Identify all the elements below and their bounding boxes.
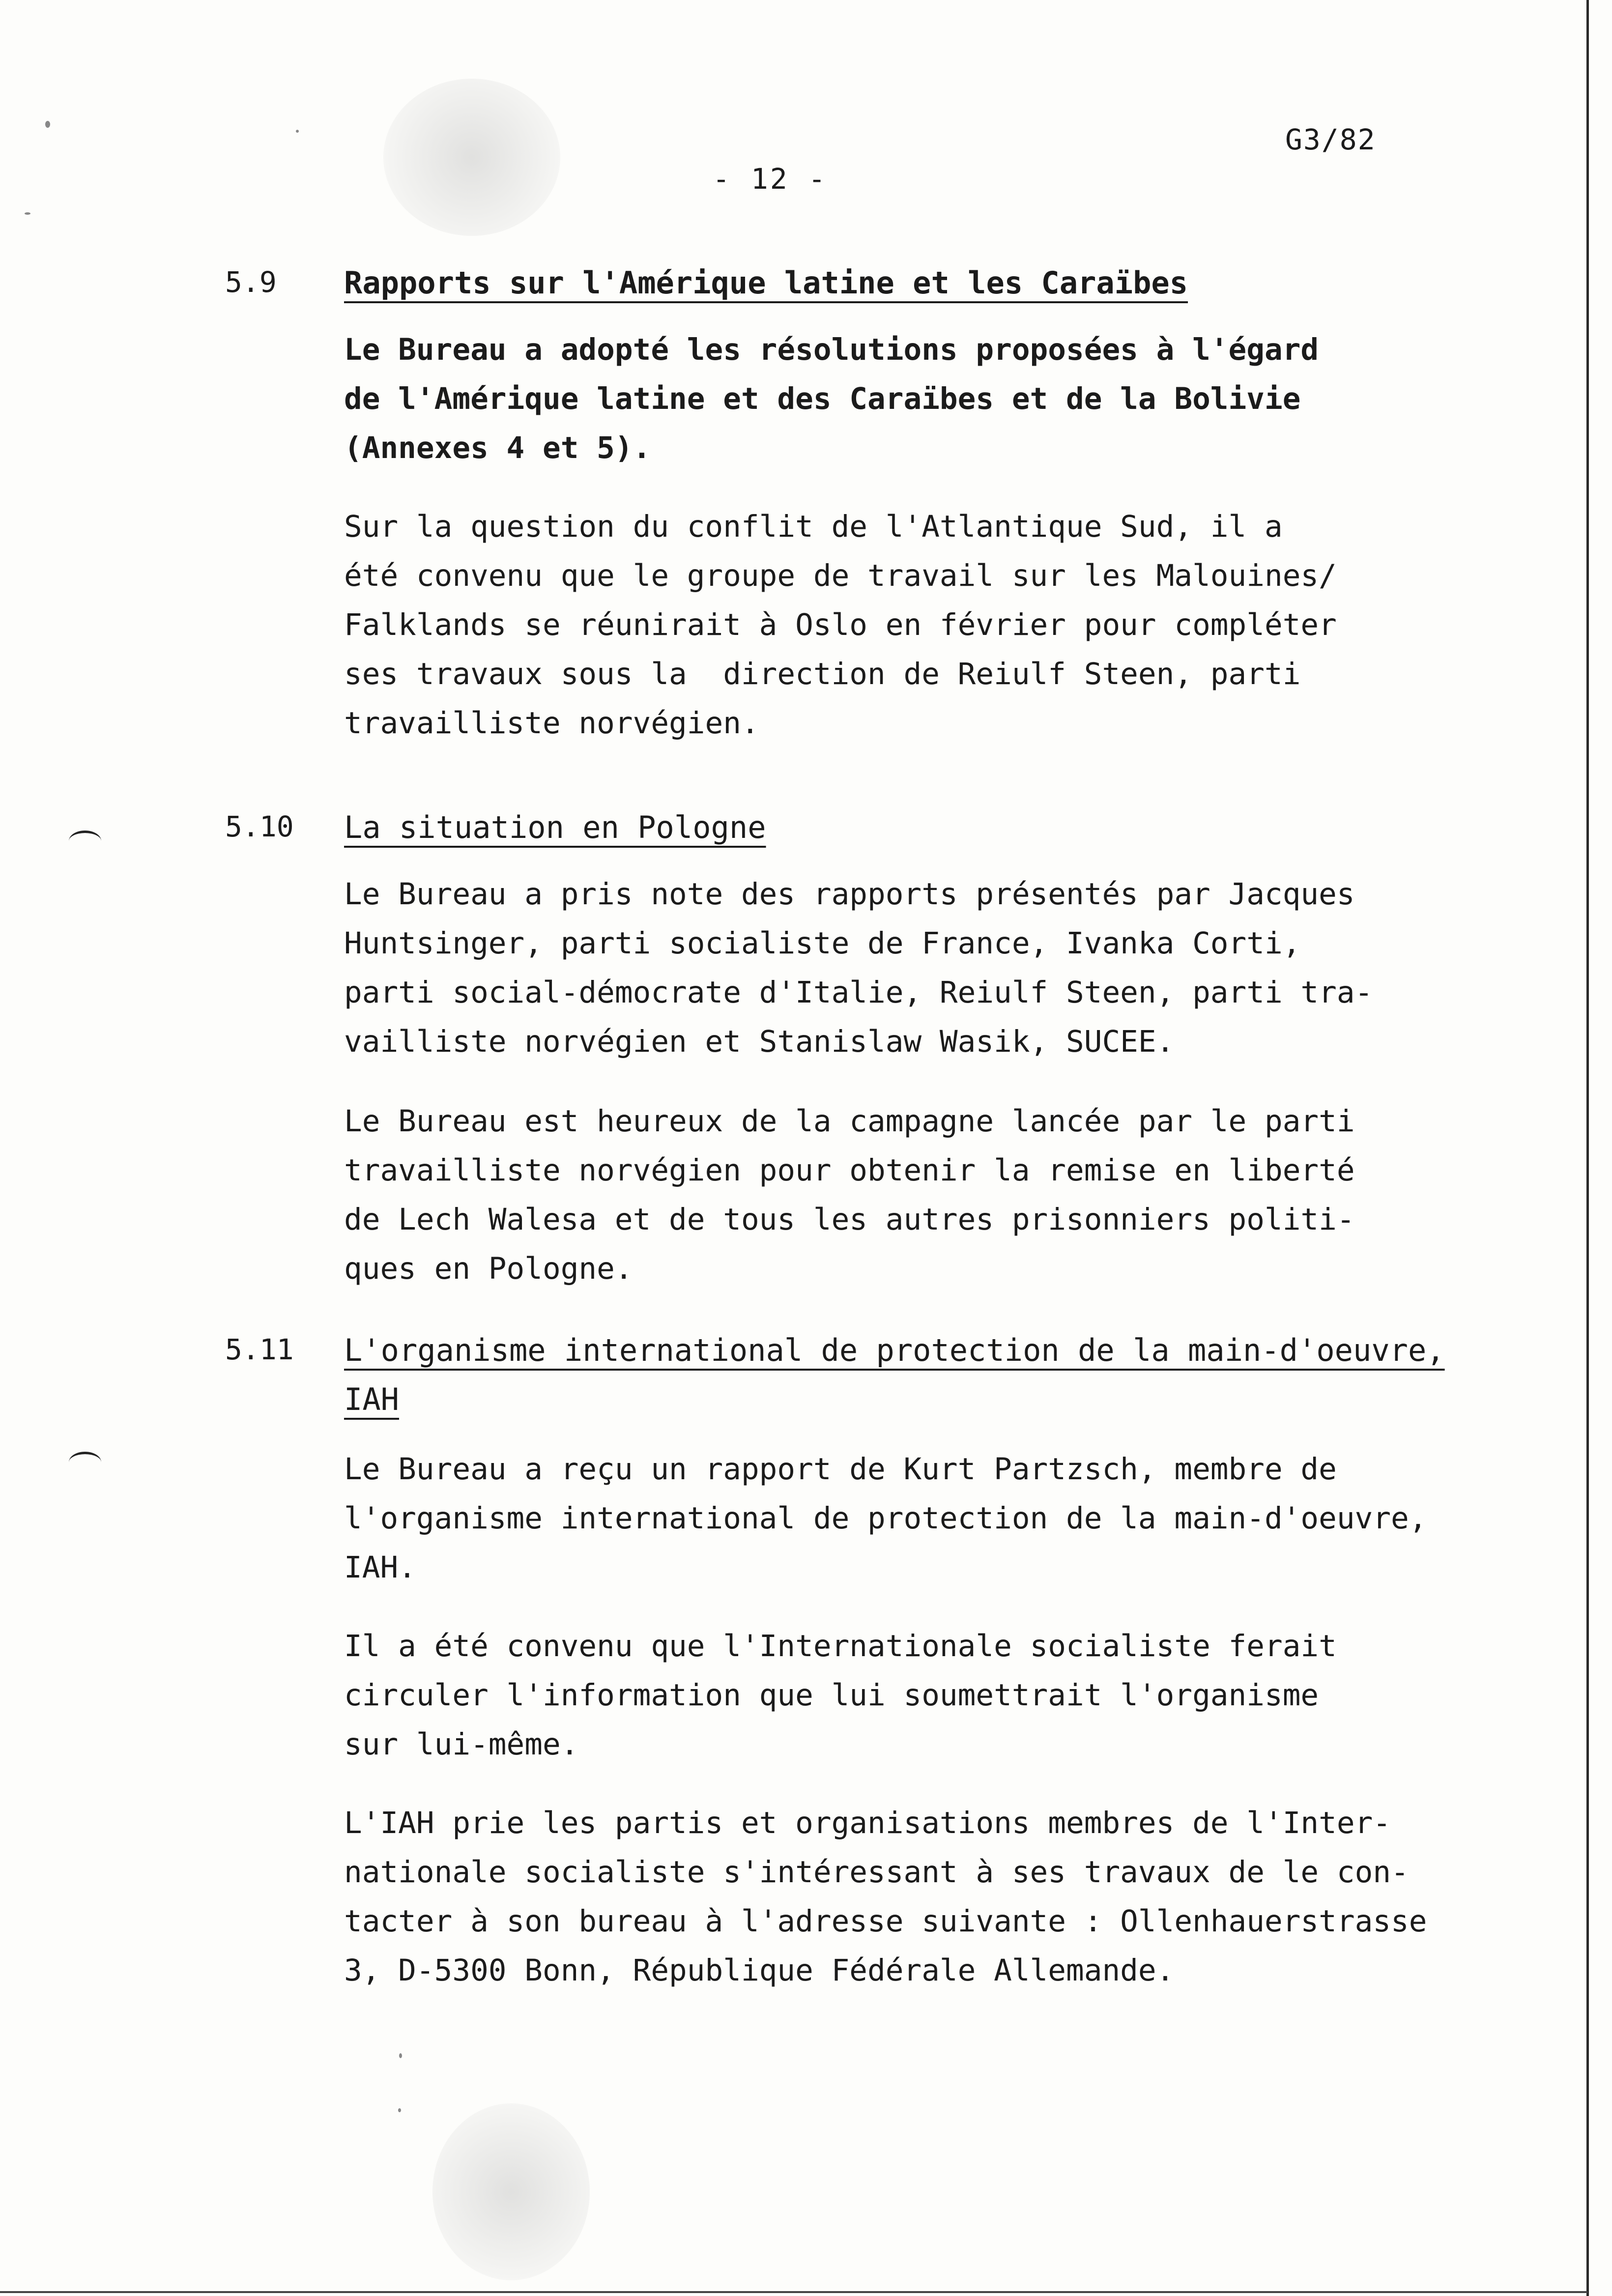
- section-number: 5.11: [225, 1333, 294, 1366]
- scan-speck: [399, 2053, 402, 2058]
- section-heading: Rapports sur l'Amérique latine et les Caraïbes: [344, 265, 1188, 301]
- paragraph: Le Bureau a reçu un rapport de Kurt Partzsch, membre de l'organisme international de protection de la main-d'oeuvre, IAH.: [344, 1452, 1427, 1585]
- section-heading: L'organisme international de protection de la main-d'oeuvre, IAH: [344, 1332, 1445, 1417]
- page-bottom-rule: [0, 2291, 1587, 2293]
- scan-speck: [296, 130, 299, 133]
- section-number: 5.10: [225, 810, 294, 843]
- margin-punch-mark: [69, 831, 101, 852]
- paragraph: L'IAH prie les partis et organisations membres de l'Inter- nationale socialiste s'intéressant à ses travaux de le con- tacter à son bureau à l'adresse suivante : Ollenhauerstrasse 3, D-5300 Bonn, République Fédérale Allemande.: [344, 1806, 1427, 1988]
- paragraph: Le Bureau a adopté les résolutions proposées à l'égard de l'Amérique latine et des Caraïbes et de la Bolivie (Annexes 4 et 5).: [344, 332, 1319, 465]
- paragraph: Le Bureau a pris note des rapports présentés par Jacques Huntsinger, parti socialiste de France, Ivanka Corti, parti social-démocrate d'Italie, Reiulf Steen, parti tra- vailliste norvégien et Stanislaw Wasik, SUCEE.: [344, 877, 1373, 1059]
- page-edge-rule: [1586, 0, 1589, 2296]
- scan-speck: [398, 2108, 401, 2112]
- section-heading: La situation en Pologne: [344, 809, 766, 845]
- scan-speck: [45, 121, 50, 128]
- document-reference: G3/82: [1285, 123, 1376, 156]
- page-number: - 12 -: [713, 162, 828, 196]
- section-number: 5.9: [225, 265, 277, 299]
- paragraph: Sur la question du conflit de l'Atlantique Sud, il a été convenu que le groupe de travail sur les Malouines/ Falklands se réunirait à Oslo en février pour compléter ses travaux sous la direction de Reiulf Steen, parti travailliste norvégien.: [344, 509, 1337, 741]
- margin-punch-mark: [69, 1452, 101, 1473]
- scan-smudge: [432, 2103, 590, 2280]
- paragraph: Il a été convenu que l'Internationale socialiste ferait circuler l'information que lui soumettrait l'organisme sur lui-même.: [344, 1629, 1337, 1762]
- paragraph: Le Bureau est heureux de la campagne lancée par le parti travailliste norvégien pour obtenir la remise en liberté de Lech Walesa et de tous les autres prisonniers politi- ques en Pologne.: [344, 1104, 1355, 1286]
- scan-speck: [25, 212, 30, 215]
- scan-smudge: [383, 79, 560, 236]
